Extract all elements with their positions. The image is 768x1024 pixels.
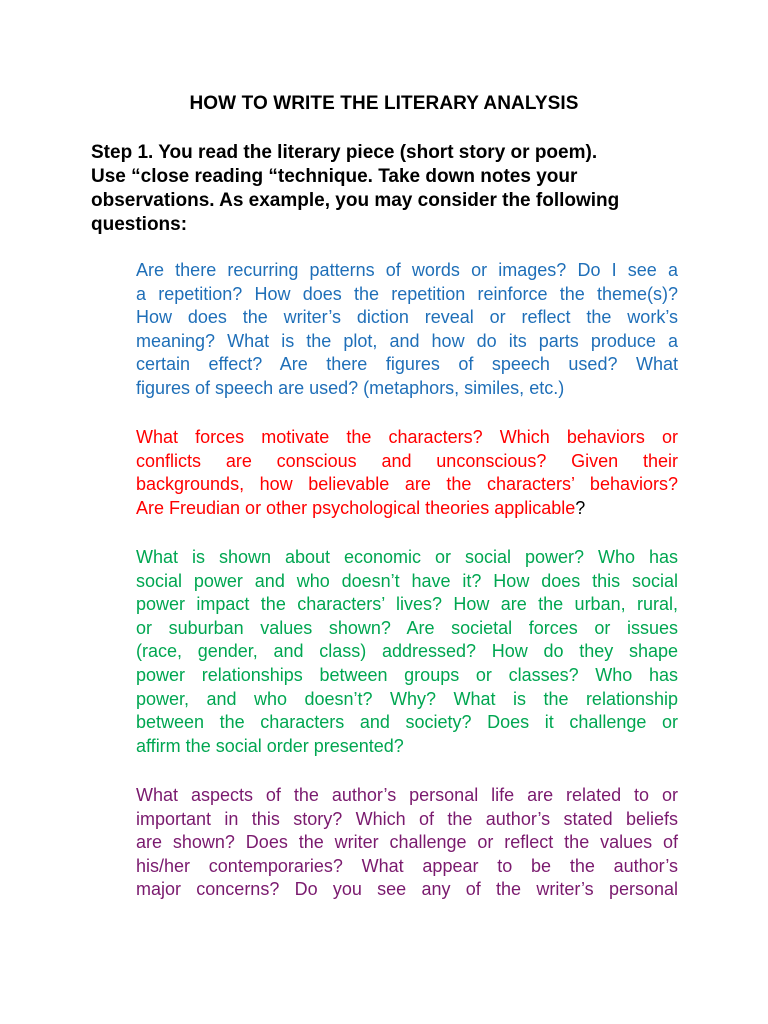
paragraph-line: What aspects of the author’s personal life are related to or bbox=[136, 785, 678, 805]
paragraph-line: his/her contemporaries? What appear to be the author’s bbox=[136, 855, 678, 876]
paragraph-line: power impact the characters’ lives? How are the urban, rural, bbox=[136, 594, 678, 615]
paragraph-line: Are there recurring patterns of words or images? Do I see a bbox=[136, 260, 678, 280]
paragraph-line: major concerns? Do you see any of the writer’s personal bbox=[136, 879, 678, 900]
paragraph-line: power, and who doesn’t? Why? What is the relationship bbox=[136, 688, 678, 709]
paragraph-line: meaning? What is the plot, and how do its parts produce a bbox=[136, 330, 678, 351]
paragraph-last-line bbox=[136, 497, 678, 521]
step-1-line: questions: bbox=[91, 214, 188, 235]
paragraph-line: figures of speech are used? (metaphors, similes, etc.) bbox=[136, 377, 565, 398]
document-title-text: HOW TO WRITE THE LITERARY ANALYSIS bbox=[189, 93, 579, 114]
step-1-line: Use “close reading “technique. Take down notes your bbox=[91, 166, 578, 187]
social-power-questions-paragraph bbox=[136, 546, 678, 758]
paragraph-line: affirm the social order presented? bbox=[136, 735, 404, 756]
paragraph-line: backgrounds, how believable are the characters’ behaviors? bbox=[136, 474, 678, 495]
psychological-questions-paragraph bbox=[136, 426, 678, 520]
step-1-line: observations. As example, you may consider the following bbox=[91, 190, 620, 211]
paragraph-line: conflicts are conscious and unconscious? Given their bbox=[136, 450, 678, 471]
paragraph-line: important in this story? Which of the author’s stated beliefs bbox=[136, 808, 678, 829]
step-1-line: Step 1. You read the literary piece (short story or poem). bbox=[91, 142, 598, 163]
paragraph-line: (race, gender, and class) addressed? How do they shape bbox=[136, 641, 678, 662]
formalist-questions-paragraph bbox=[136, 259, 678, 401]
paragraph-line-text: Are Freudian or other psychological theories applicable bbox=[136, 497, 576, 518]
paragraph-line: What is shown about economic or social power? Who has bbox=[136, 547, 678, 567]
paragraph-line: power relationships between groups or classes? Who has bbox=[136, 664, 678, 685]
paragraph-line: or suburban values shown? Are societal forces or issues bbox=[136, 617, 678, 638]
paragraph-line: a repetition? How does the repetition reinforce the theme(s)? bbox=[136, 283, 678, 304]
paragraph-line: What forces motivate the characters? Which behaviors or bbox=[136, 427, 678, 447]
biographical-questions-paragraph bbox=[136, 784, 678, 902]
paragraph-line: are shown? Does the writer challenge or reflect the values of bbox=[136, 832, 678, 853]
paragraph-line: certain effect? Are there figures of speech used? What bbox=[136, 354, 678, 375]
document-title bbox=[0, 92, 768, 116]
paragraph-line: between the characters and society? Does it challenge or bbox=[136, 712, 678, 733]
paragraph-line: How does the writer’s diction reveal or reflect the work’s bbox=[136, 307, 678, 328]
step-1-instructions bbox=[91, 141, 691, 237]
paragraph-line: social power and who doesn’t have it? How does this social bbox=[136, 570, 678, 591]
trailing-question-mark: ? bbox=[575, 497, 586, 518]
